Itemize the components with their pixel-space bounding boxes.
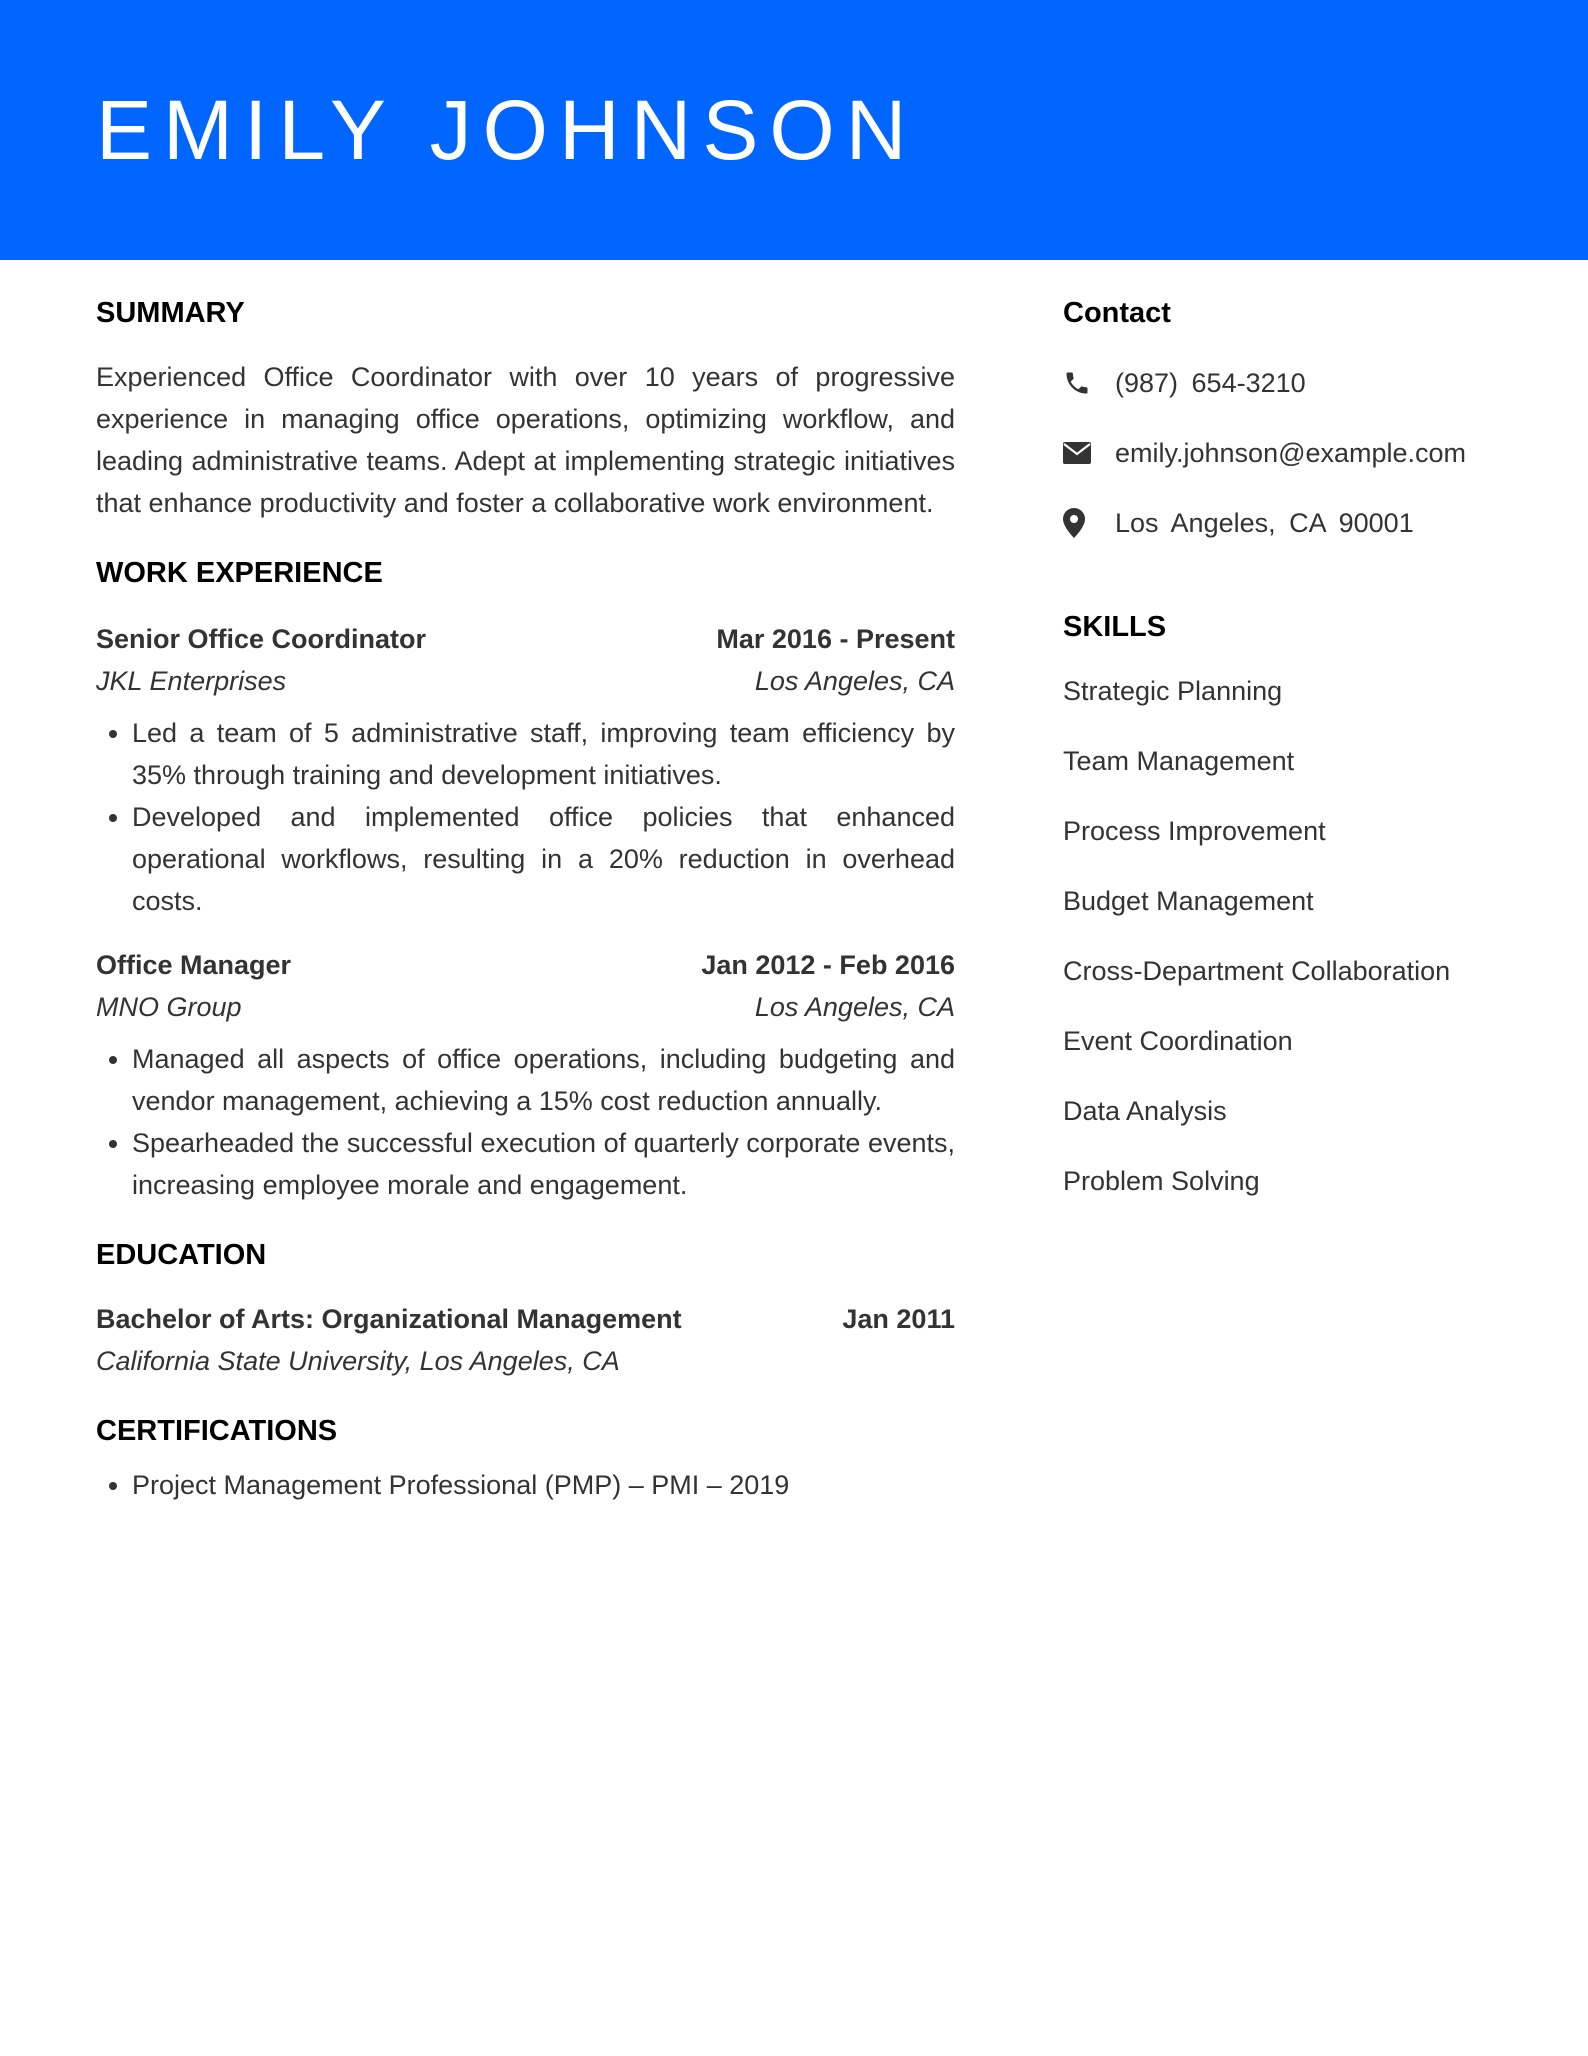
job-company: JKL Enterprises xyxy=(96,666,287,696)
main-column xyxy=(96,290,955,1506)
sidebar-column xyxy=(1063,290,1523,1202)
skill-item: Data Analysis xyxy=(1063,1096,1227,1126)
work-experience-title: WORK EXPERIENCE xyxy=(96,557,383,589)
education-entry xyxy=(96,1298,955,1382)
certification-item: • Project Management Professional (PMP) – PMI – 2019 xyxy=(132,1464,955,1506)
job-bullet: • Managed all aspects of office operations, including budgeting and vendor management, achieving a 15% cost reduction annually. xyxy=(132,1038,955,1122)
job-bullet: • Developed and implemented office policies that enhanced operational workflows, resulting in a 20% reduction in overhead costs. xyxy=(132,796,955,922)
skill-item: Problem Solving xyxy=(1063,1166,1260,1196)
job-bullet: • Led a team of 5 administrative staff, improving team efficiency by 35% through training and development initiatives. xyxy=(132,712,955,796)
school: California State University, Los Angeles, CA xyxy=(96,1346,620,1376)
phone-text: (987) 654-3210 xyxy=(1115,367,1306,398)
job-location: Los Angeles, CA xyxy=(754,992,955,1022)
map-marker-icon xyxy=(1063,508,1093,538)
contact-phone xyxy=(1063,362,1523,404)
email-text: emily.johnson@example.com xyxy=(1115,437,1467,468)
phone-icon xyxy=(1063,368,1093,398)
job-bullets xyxy=(96,712,955,922)
skill-item: Team Management xyxy=(1063,746,1295,776)
job-entry xyxy=(96,944,955,1206)
contact-list xyxy=(1063,362,1523,544)
header-banner xyxy=(0,0,1588,260)
address-text: Los Angeles, CA 90001 xyxy=(1115,507,1414,538)
skill-item: Process Improvement xyxy=(1063,816,1326,846)
job-company: MNO Group xyxy=(96,992,242,1022)
skills-list xyxy=(1063,670,1523,1202)
certification-list xyxy=(96,1464,955,1506)
job-bullet: • Spearheaded the successful execution of quarterly corporate events, increasing employee morale and engagement. xyxy=(132,1122,955,1206)
contact-email xyxy=(1063,432,1523,474)
job-entry xyxy=(96,618,955,922)
skills-title: SKILLS xyxy=(1063,611,1167,643)
skill-item: Cross-Department Collaboration xyxy=(1063,956,1451,986)
candidate-name: EMILY JOHNSON xyxy=(96,83,918,177)
education-date: Jan 2011 xyxy=(842,1304,955,1334)
job-dates: Mar 2016 - Present xyxy=(716,624,955,654)
certifications-title: CERTIFICATIONS xyxy=(96,1415,338,1447)
summary-text: Experienced Office Coordinator with over 10 years of progressive experience in managing office operations, optimizing workflow, and leading administrative teams. Adept at implementing strategic initiatives that enhance productivity and foster a collaborative work environment. xyxy=(96,362,955,518)
job-location: Los Angeles, CA xyxy=(754,666,955,696)
job-role: Office Manager xyxy=(96,950,292,980)
degree: Bachelor of Arts: Organizational Management xyxy=(96,1304,682,1334)
job-role: Senior Office Coordinator xyxy=(96,624,427,654)
summary-title: SUMMARY xyxy=(96,297,245,329)
skill-item: Strategic Planning xyxy=(1063,676,1283,706)
education-title: EDUCATION xyxy=(96,1239,267,1271)
skill-item: Budget Management xyxy=(1063,886,1314,916)
skill-item: Event Coordination xyxy=(1063,1026,1293,1056)
contact-address xyxy=(1063,502,1523,544)
envelope-icon xyxy=(1063,438,1093,468)
job-bullets xyxy=(96,1038,955,1206)
contact-title: Contact xyxy=(1063,297,1171,329)
job-dates: Jan 2012 - Feb 2016 xyxy=(701,950,955,980)
